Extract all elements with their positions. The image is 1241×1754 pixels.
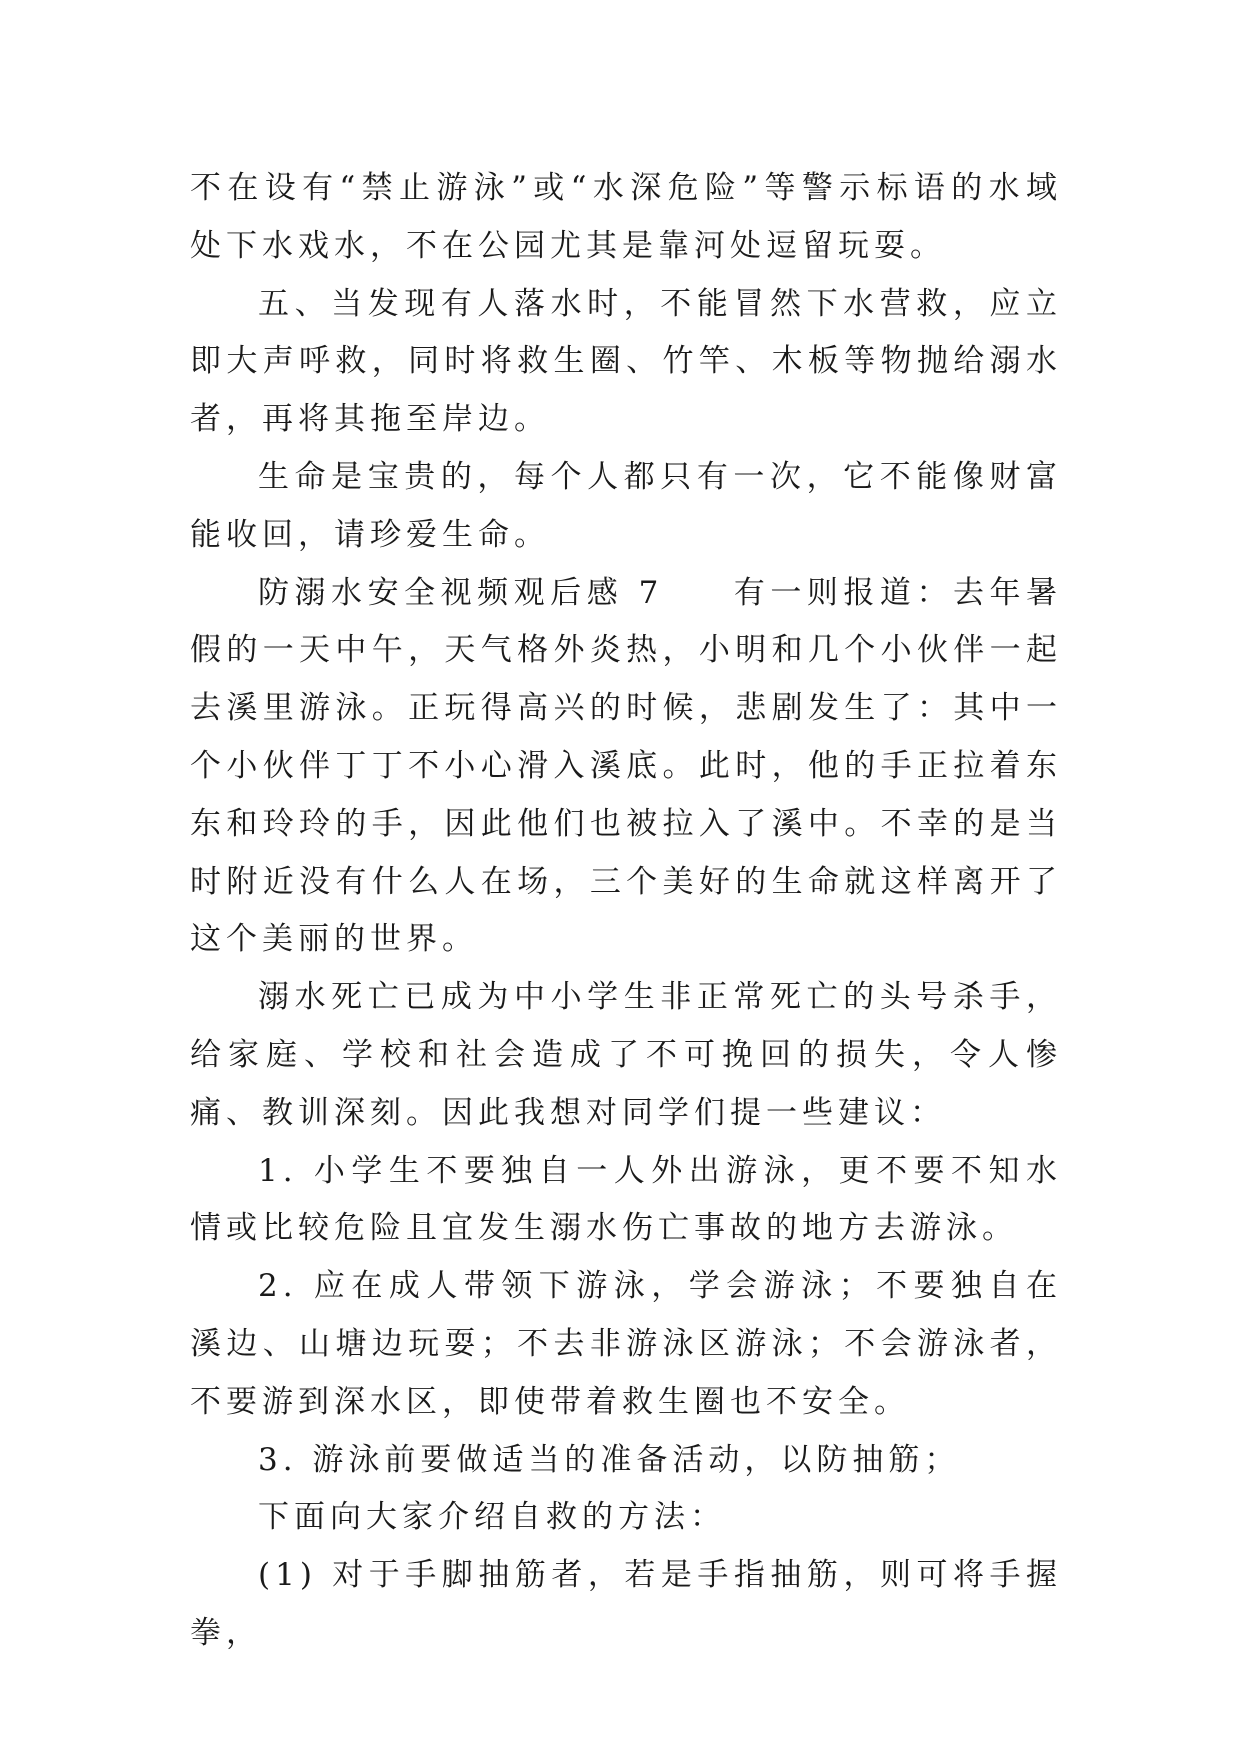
- paragraph-self-rescue-intro: 下面向大家介绍自救的方法：: [258, 1499, 726, 1536]
- essay-heading: 防溺水安全视频观后感 7: [258, 574, 664, 611]
- paragraph-essay-7: [190, 565, 1062, 970]
- paragraph-continuation: 不在设有“禁止游泳”或“水深危险”等警示标语的水域处下水戏水，不在公园尤其是靠河处逗留玩耍。: [190, 170, 1062, 264]
- paragraph-tip-1: 1. 小学生不要独自一人外出游泳，更不要不知水情或比较危险且宜发生溺水伤亡事故的地方去游泳。: [190, 1152, 1062, 1247]
- paragraph-tip-3: 3. 游泳前要做适当的准备活动，以防抽筋；: [258, 1441, 961, 1478]
- paragraph-tip-2: 2. 应在成人带领下游泳，学会游泳；不要独自在溪边、山塘边玩耍；不去非游泳区游泳；不会游泳者，不要游到深水区，即使带着救生圈也不安全。: [190, 1268, 1062, 1420]
- essay-body: 有一则报道：去年暑假的一天中午，天气格外炎热，小明和几个小伙伴一起去溪里游泳。正玩得高兴的时候，悲剧发生了：其中一个小伙伴丁丁不小心滑入溪底。此时，他的手正拉着东东和玲玲的手，因此他们也被拉入了溪中。不幸的是当时附近没有什么人在场，三个美好的生命就这样离开了这个美丽的世界。: [190, 574, 1063, 958]
- paragraph-cherish-life: 生命是宝贵的，每个人都只有一次，它不能像财富能收回，请珍爱生命。: [190, 458, 1062, 553]
- document-body: [190, 160, 1062, 1663]
- paragraph-drowning-stats: 溺水死亡已成为中小学生非正常死亡的头号杀手，给家庭、学校和社会造成了不可挽回的损失，令人惨痛、教训深刻。因此我想对同学们提一些建议：: [190, 979, 1062, 1131]
- paragraph-self-rescue-1: (1) 对于手脚抽筋者，若是手指抽筋，则可将手握拳，: [190, 1557, 1062, 1651]
- paragraph-rescue-advice: 五、当发现有人落水时，不能冒然下水营救，应立即大声呼救，同时将救生圈、竹竿、木板等物抛给溺水者，再将其拖至岸边。: [190, 285, 1062, 438]
